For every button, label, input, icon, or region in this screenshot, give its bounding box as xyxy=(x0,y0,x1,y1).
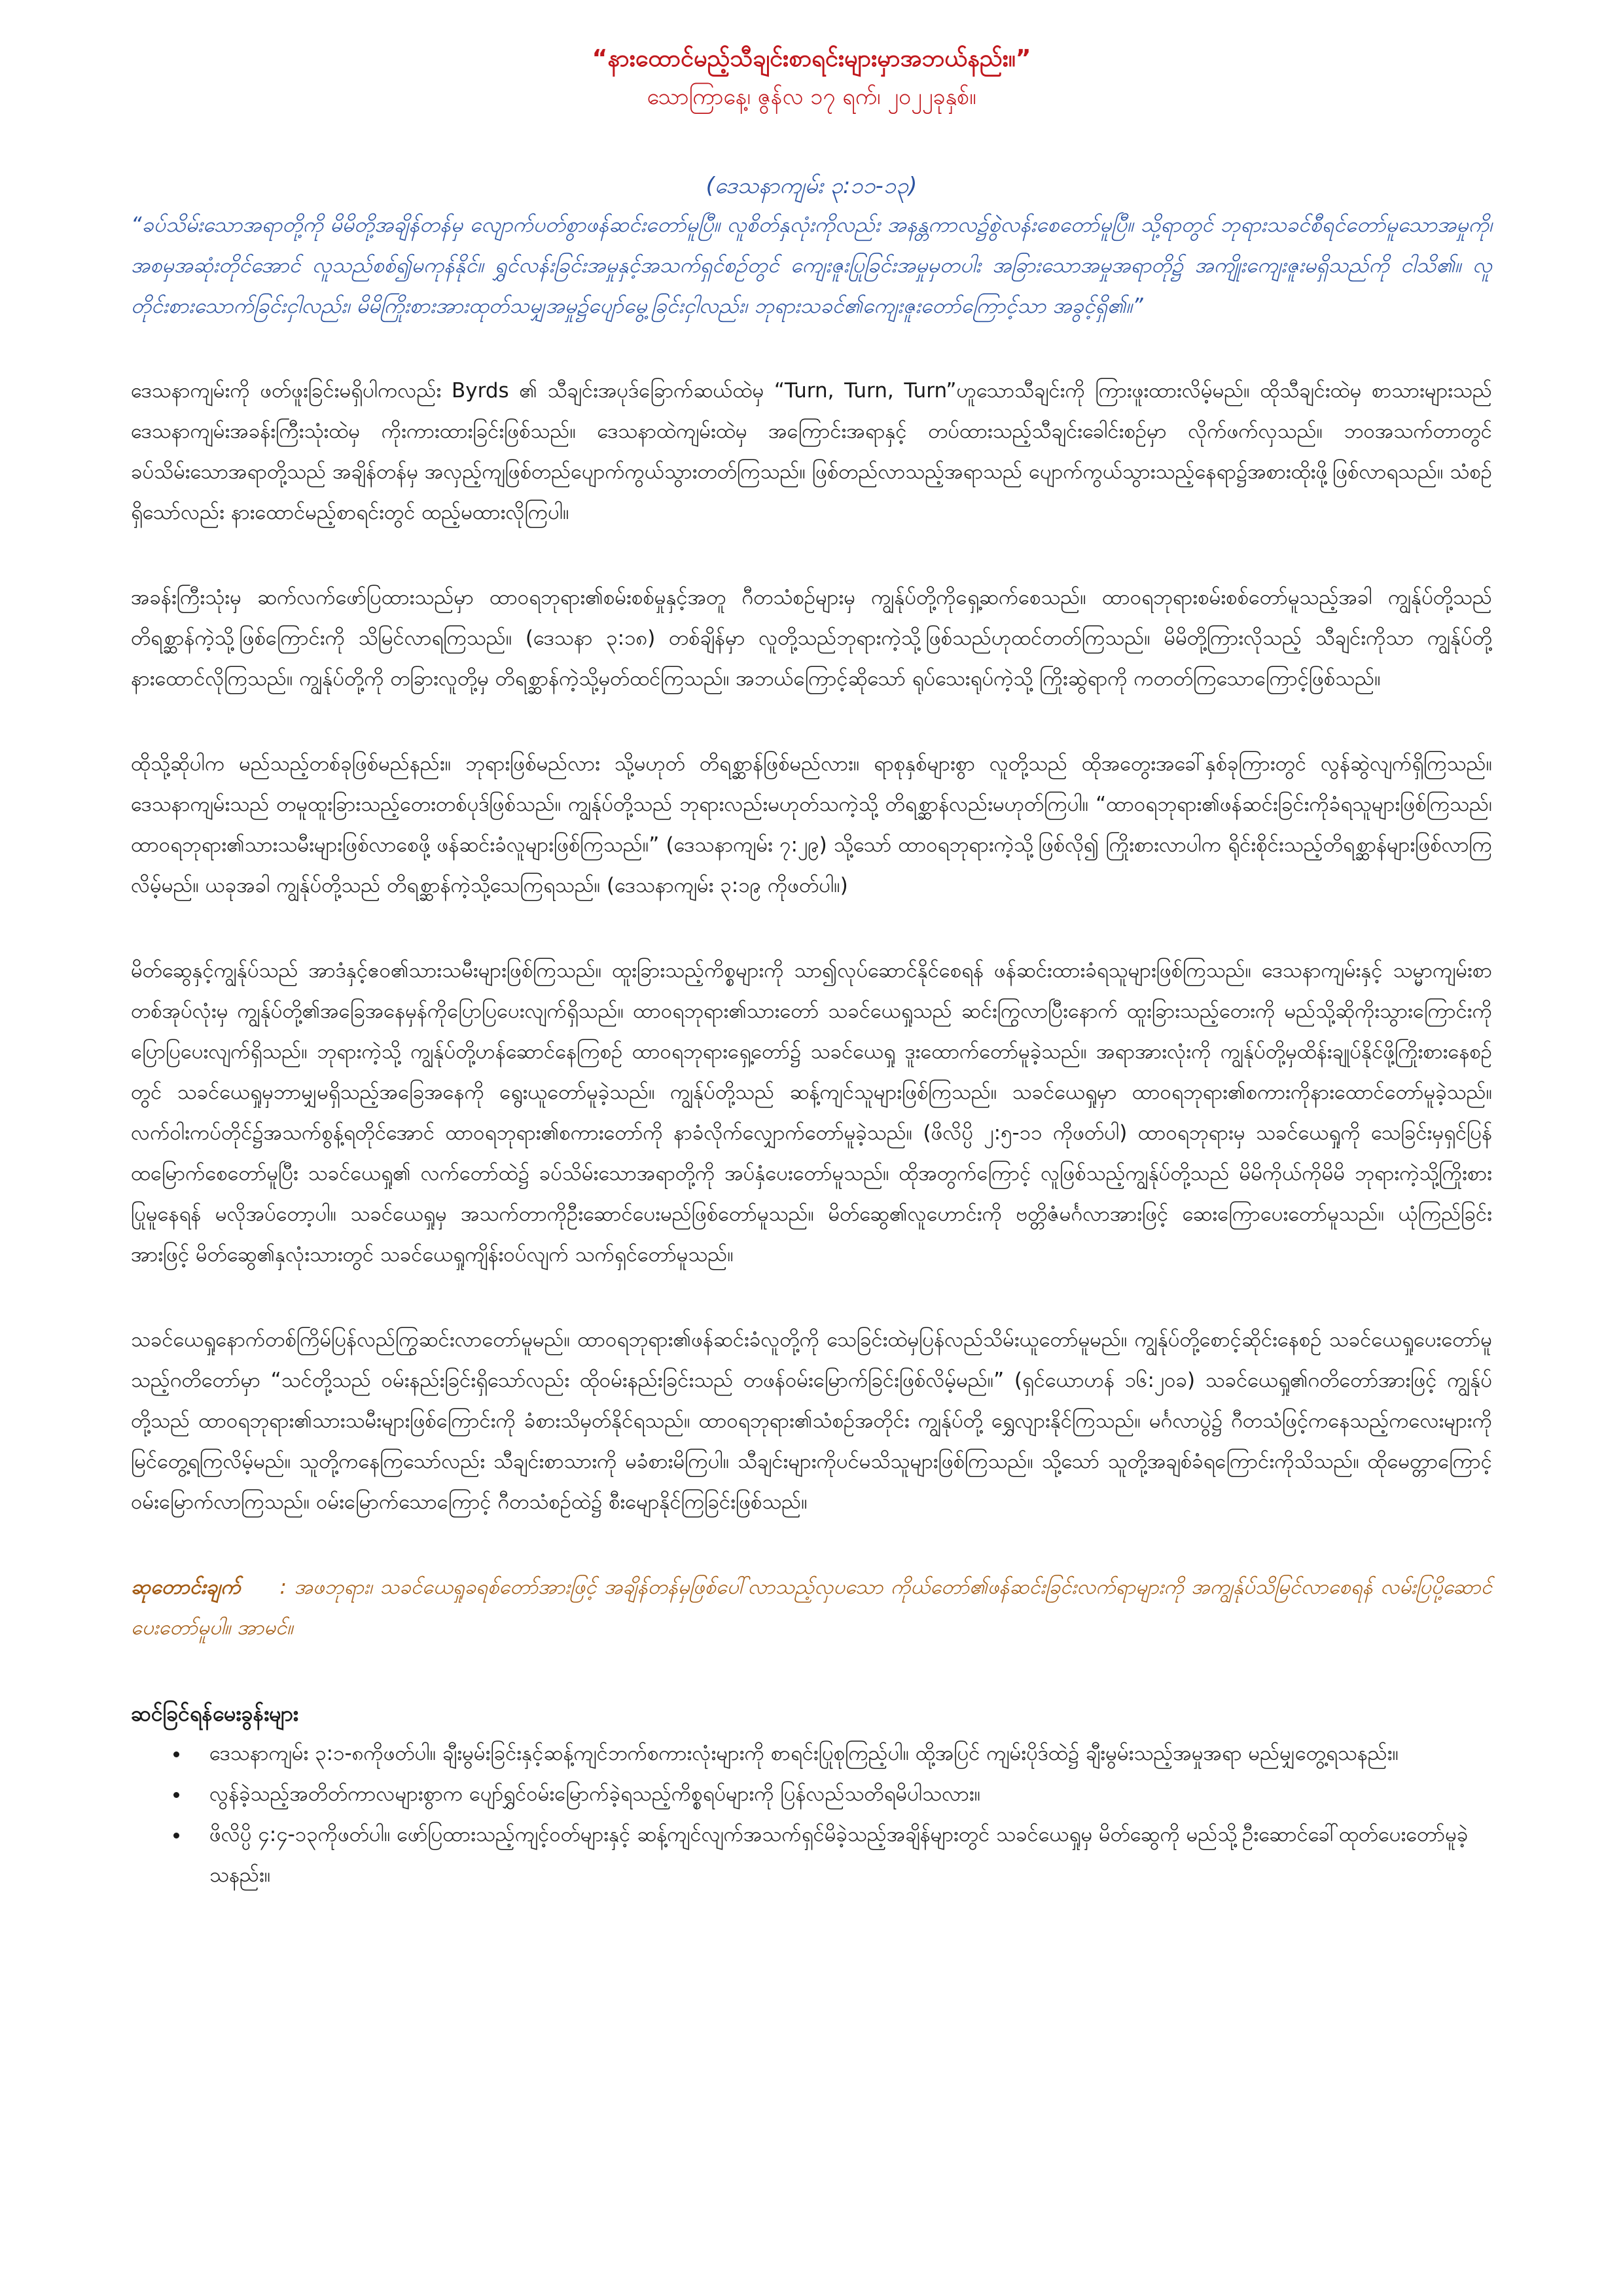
body-paragraph-1: ဒေသနာကျမ်းကို ဖတ်ဖူးခြင်းမရှိပါကလည်း Byrds ၏ သီချင်းအပုဒ်ခြောက်ဆယ်ထဲမှ “Turn, Turn, Turn”ဟူသောသီချင်းကို ကြားဖူးထားလိမ့်မည်။ ထိုသီချင်းထဲမှ စာသားများသည် ဒေသနာကျမ်းအခန်းကြီးသုံးထဲမှ ကိုးကားထားခြင်းဖြစ်သည်။ ဒေသနာထဲကျမ်းထဲမှ အကြောင်းအရာနှင့် တပ်ထားသည့်သီချင်းခေါင်းစဉ်မှာ လိုက်ဖက်လှသည်။ ဘဝအသက်တာတွင် ခပ်သိမ်းသောအရာတို့သည် အချိန်တန်မှ အလှည့်ကျဖြစ်တည်ပျောက်ကွယ်သွားတတ်ကြသည်။ ဖြစ်တည်လာသည့်အရာသည် ပျောက်ကွယ်သွားသည့်နေရာ၌အစားထိုးဖို့ဖြစ်လာရသည်။ သံစဉ်ရှိသော်လည်း နားထောင်မည့်စာရင်းတွင် ထည့်မထားလိုကြပါ။ xyxy=(131,379,1492,524)
scripture-quote: “ခပ်သိမ်းသောအရာတို့ကို မိမိတို့အချိန်တန်မှ လျောက်ပတ်စွာဖန်ဆင်းတော်မူပြီ။ လူစိတ်နှလုံးကိုလည်း အနန္တကာလ၌စွဲလန်းစေတော်မူပြီ။ သို့ရာတွင် ဘုရားသခင်စီရင်တော်မူသောအမှုကို၊ အစမှအဆုံးတိုင်အောင် လူသည်စစ်၍မကုန်နိုင်။ ရွှင်လန်းခြင်းအမှုနှင့်အသက်ရှင်စဉ်တွင် ကျေးဇူးပြုခြင်းအမှုမှတပါး အခြားသောအမှုအရာတို၌ အကျိုးကျေးဇူးမရှိသည်ကို ငါသိ၏။ လူတိုင်းစားသောက်ခြင်းငှါလည်း၊ မိမိကြိုးစားအားထုတ်သမျှအမှု၌ပျော်မွေ့ခြင်းငှါလည်း၊ ဘုရားသခင်၏ကျေးဇူးတော်ကြောင့်သာ အခွင့်ရှိ၏။” xyxy=(131,212,1492,318)
page-title: “နားထောင်မည့်သီချင်းစာရင်းများမှာအဘယ်နည်း။” xyxy=(592,45,1031,72)
body-paragraph-2: အခန်းကြီးသုံးမှ ဆက်လက်ဖော်ပြထားသည်မှာ ထာဝရဘုရား၏စမ်းစစ်မှုနှင့်အတူ ဂီတသံစဉ်များမှ ကျွန်ုပ်တို့ကိုရှေ့ဆက်စေသည်။ ထာဝရဘုရားစမ်းစစ်တော်မူသည့်အခါ ကျွန်ုပ်တို့သည် တိရစ္ဆာန်ကဲ့သို့ဖြစ်ကြောင်းကို သိမြင်လာရကြသည်။ (ဒေသနာ ၃:၁၈) တစ်ချိန်မှာ လူတို့သည်ဘုရားကဲ့သို့ဖြစ်သည်ဟုထင်တတ်ကြသည်။ မိမိတို့ကြားလိုသည့် သီချင်းကိုသာ ကျွန်ုပ်တို့နားထောင်လိုကြသည်။ ကျွန်ုပ်တို့ကို တခြားလူတို့မှ တိရစ္ဆာန်ကဲ့သို့မှတ်ထင်ကြသည်။ အဘယ်ကြောင့်ဆိုသော် ရုပ်သေးရုပ်ကဲ့သို့ ကြိုးဆွဲရာကို ကတတ်ကြသောကြောင့်ဖြစ်သည်။ xyxy=(131,586,1492,691)
body-paragraph-3: ထိုသို့ဆိုပါက မည်သည့်တစ်ခုဖြစ်မည်နည်း။ ဘုရားဖြစ်မည်လား သို့မဟုတ် တိရစ္ဆာန်ဖြစ်မည်လား။ ရာစုနှစ်များစွာ လူတို့သည် ထိုအတွေးအခေါ်နှစ်ခုကြားတွင် လွန်ဆွဲလျက်ရှိကြသည်။ ဒေသနာကျမ်းသည် တမူထူးခြားသည့်တေးတစ်ပုဒ်ဖြစ်သည်။ ကျွန်ုပ်တို့သည် ဘုရားလည်းမဟုတ်သကဲ့သို့ တိရစ္ဆာန်လည်းမဟုတ်ကြပါ။ “ထာဝရဘုရား၏ဖန်ဆင်းခြင်းကိုခံရသူများဖြစ်ကြသည်၊ ထာဝရဘုရား၏သားသမီးများဖြစ်လာစေဖို့ ဖန်ဆင်းခံလူများဖြစ်ကြသည်။” (ဒေသနာကျမ်း ၇:၂၉) သို့သော် ထာဝရဘုရားကဲ့သို့ဖြစ်လို၍ ကြိုးစားလာပါက ရိုင်းစိုင်းသည့်တိရစ္ဆာန်များဖြစ်လာကြလိမ့်မည်။ ယခုအခါ ကျွန်ုပ်တို့သည် တိရစ္ဆာန်ကဲ့သို့သေကြရသည်။ (ဒေသနာကျမ်း ၃:၁၉ ကိုဖတ်ပါ။) xyxy=(131,752,1492,897)
body-paragraph-4: မိတ်ဆွေနှင့်ကျွန်ုပ်သည် အာဒံနှင့်ဧဝ၏သားသမီးများဖြစ်ကြသည်။ ထူးခြားသည့်ကိစ္စများကို သာ၍လုပ်ဆောင်နိုင်စေရန် ဖန်ဆင်းထားခံရသူများဖြစ်ကြသည်။ ဒေသနာကျမ်းနှင့် သမ္မာကျမ်းစာတစ်အုပ်လုံးမှ ကျွန်ုပ်တို့၏အခြေအနေမှန်ကိုပြောပြပေးလျက်ရှိသည်။ ထာဝရဘုရား၏သားတော် သခင်ယေရှုသည် ဆင်းကြွလာပြီးနောက် ထူးခြားသည့်တေးကို မည်သို့ဆိုကိုးသွားကြောင်းကိုပြောပြပေးလျက်ရှိသည်။ ဘုရားကဲ့သို့ ကျွန်ုပ်တို့ဟန်ဆောင်နေကြစဉ် ထာဝရဘုရားရှေ့တော်၌ သခင်ယေရှု ဒူးထောက်တော်မူခဲ့သည်။ အရာအားလုံးကို ကျွန်ုပ်တို့မှထိန်းချုပ်နိုင်ဖို့ကြိုးစားနေစဉ်တွင် သခင်ယေရှုမှဘာမျှမရှိသည့်အခြေအနေကို ရွေးယူတော်မူခဲ့သည်။ ကျွန်ုပ်တို့သည် ဆန့်ကျင်သူများဖြစ်ကြသည်။ သခင်ယေရှုမှာ ထာဝရဘုရား၏စကားကိုနားထောင်တော်မူခဲ့သည်။ လက်ဝါးကပ်တိုင်၌အသက်စွန့်ရတိုင်အောင် ထာဝရဘုရား၏စကားတော်ကို နာခံလိုက်လျှောက်တော်မူခဲ့သည်။ (ဖိလိပ္ပိ ၂:၅-၁၁ ကိုဖတ်ပါ) ထာဝရဘုရားမှ သခင်ယေရှုကို သေခြင်းမှရှင်ပြန်ထမြောက်စေတော်မူပြီး သခင်ယေရှု၏ လက်တော်ထဲ၌ ခပ်သိမ်းသောအရာတို့ကို အပ်နှံပေးတော်မူသည်။ ထိုအတွက်ကြောင့် လူဖြစ်သည့်ကျွန်ုပ်တို့သည် မိမိကိုယ်ကိုမိမိ ဘုရားကဲ့သို့ကြိုးစားပြုမူနေရန် မလိုအပ်တော့ပါ။ သခင်ယေရှုမှ အသက်တာကိုဦးဆောင်ပေးမည်ဖြစ်တော်မူသည်။ မိတ်ဆွေ၏လူဟောင်းကို ဗတ္တိဇံမင်္ဂလာအားဖြင့် ဆေးကြောပေးတော်မူသည်။ ယုံကြည်ခြင်းအားဖြင့် မိတ်ဆွေ၏နှလုံးသားတွင် သခင်ယေရှုကျိန်းဝပ်လျက် သက်ရှင်တော်မူသည်။ xyxy=(131,959,1492,1266)
questions-list xyxy=(131,1733,1492,1895)
prayer-block xyxy=(131,1567,1492,1648)
question-item-1: • ဒေသနာကျမ်း ၃:၁-၈ကိုဖတ်ပါ။ ချီးမွမ်းခြင်းနှင့်ဆန့်ကျင်ဘက်စကားလုံးများကို စာရင်းပြုစုကြည့်ပါ။ ထို့အပြင် ကျမ်းပိုဒ်ထဲ၌ ချီးမွမ်းသည့်အမှုအရာ မည်မျှတွေ့ရသနည်း။ xyxy=(190,1733,1492,1774)
devotional-page xyxy=(131,39,1492,1895)
question-item-2: • လွန်ခဲ့သည့်အတိတ်ကာလများစွာက ပျော်ရွှင်ဝမ်းမြောက်ခဲ့ရသည့်ကိစ္စရပ်များကို ပြန်လည်သတိရမိပါသလား။ xyxy=(190,1774,1492,1814)
question-item-3: • ဖိလိပ္ပိ ၄:၄-၁၃ကိုဖတ်ပါ။ ဖော်ပြထားသည့်ကျင့်ဝတ်များနှင့် ဆန့်ကျင်လျက်အသက်ရှင်မိခဲ့သည့်အချိန်များတွင် သခင်ယေရှုမှ မိတ်ဆွေကို မည်သို့ဦးဆောင်ခေါ်ထုတ်ပေးတော်မူခဲ့သနည်း။ xyxy=(190,1814,1492,1895)
prayer-label: ဆုတောင်းချက် xyxy=(131,1575,241,1599)
prayer-text: : အဖဘုရား၊ သခင်ယေရှုခရစ်တော်အားဖြင့် အချိန်တန်မှဖြစ်ပေါ်လာသည့်လှပသော ကိုယ်တော်၏ဖန်ဆင်းခြင်းလက်ရာများကို အကျွန်ုပ်သိမြင်လာစေရန် လမ်းပြပို့ဆောင်ပေးတော်မူပါ။ အာမင်။ xyxy=(131,1575,1492,1640)
questions-heading: ဆင်ခြင်ရန်မေးခွန်းများ xyxy=(131,1701,298,1726)
scripture-reference: (ဒေသနာကျမ်း ၃:၁၁-၁၃) xyxy=(705,173,918,199)
body-paragraph-5: သခင်ယေရှုနောက်တစ်ကြိမ်ပြန်လည်ကြွဆင်းလာတော်မူမည်။ ထာဝရဘုရား၏ဖန်ဆင်းခံလူတို့ကို သေခြင်းထဲမှပြန်လည်သိမ်းယူတော်မူမည်။ ကျွန်ုပ်တို့စောင့်ဆိုင်းနေစဉ် သခင်ယေရှုပေးတော်မူသည့်ဂတိတော်မှာ “သင်တို့သည် ဝမ်းနည်းခြင်းရှိသော်လည်း ထိုဝမ်းနည်းခြင်းသည် တဖန်ဝမ်းမြောက်ခြင်းဖြစ်လိမ့်မည်။” (ရှင်ယောဟန် ၁၆:၂၀ခ) သခင်ယေရှု၏ဂတိတော်အားဖြင့် ကျွန်ုပ်တို့သည် ထာဝရဘုရား၏သားသမီးများဖြစ်ကြောင်းကို ခံစားသိမှတ်နိုင်ရသည်။ ထာဝရဘုရား၏သံစဉ်အတိုင်း ကျွန်ုပ်တို့ ရွှေလျားနိုင်ကြသည်။ မင်္ဂလာပွဲ၌ ဂီတသံဖြင့်ကနေသည့်ကလေးများကို မြင်တွေ့ရကြလိမ့်မည်။ သူတို့ကနေကြသော်လည်း သီချင်းစာသားကို မခံစားမိကြပါ။ သီချင်းများကိုပင်မသိသူများဖြစ်ကြသည်။ သို့သော် သူတို့အချစ်ခံရကြောင်းကိုသိသည်။ ထိုမေတ္တာကြောင့်ဝမ်းမြောက်လာကြသည်။ ဝမ်းမြောက်သောကြောင့် ဂီတသံစဉ်ထဲ၌ စီးမျောနိုင်ကြခြင်းဖြစ်သည်။ xyxy=(131,1328,1492,1514)
date-line: သောကြာနေ့၊ ဇွန်လ ၁၇ ရက်၊ ၂၀၂၂ခုနှစ်။ xyxy=(647,84,976,110)
